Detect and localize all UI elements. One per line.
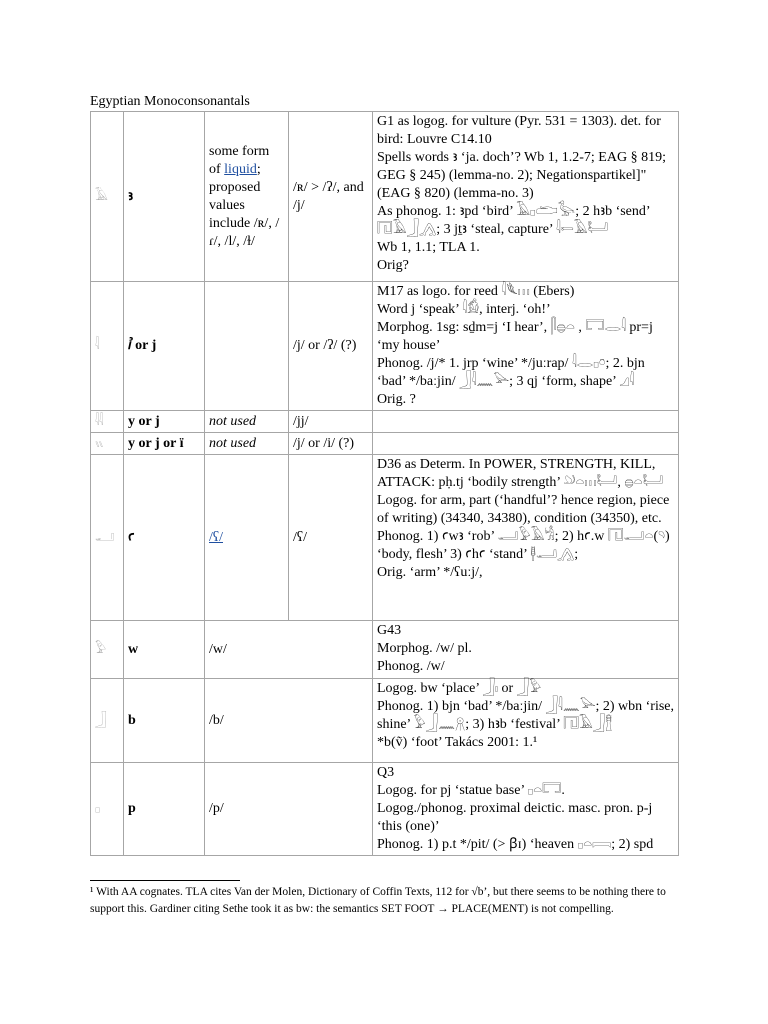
transliteration-cell: ꜥ [124, 455, 205, 621]
notes-cell [373, 763, 679, 856]
note-line: Orig. ? [377, 392, 416, 407]
monoconsonantals-table [90, 111, 679, 856]
note-line: Q3 [377, 765, 395, 780]
liquid-link[interactable]: liquid [224, 161, 257, 177]
note-line: M17 as logo. for reed 𓇋𓆰𓏥 (Ebers) [377, 284, 575, 299]
note-line: Logog./phonog. proximal deictic. masc. pron. p-j ‘this (one)’ [377, 801, 653, 834]
notes-cell [373, 621, 679, 679]
value-description-cell: not used [205, 411, 289, 433]
hieroglyph-sign-cell: 𓅱 [91, 621, 124, 679]
value-description-cell: /ʕ/ [205, 455, 289, 621]
note-line: Logog. for arm, part (‘handful’? hence region, piece of writing) (34340, 34380), condition (34350), etc. [377, 493, 670, 526]
transliteration-cell: w [124, 621, 205, 679]
note-line: Phonog. /w/ [377, 659, 445, 674]
notes-cell [373, 433, 679, 455]
phonetic-value-cell: /ʕ/ [289, 455, 373, 621]
note-line: G1 as logog. for vulture (Pyr. 531 = 1303). det. for bird: Louvre C14.10 [377, 114, 661, 147]
transliteration-cell: ꞽ or j [124, 282, 205, 411]
table-row [91, 679, 679, 763]
table-row [91, 763, 679, 856]
note-line: Orig. ‘arm’ */ʕuːj/, [377, 565, 483, 580]
table-row [91, 411, 679, 433]
value-description-cell [205, 112, 289, 282]
value-description-cell: /b/ [205, 679, 373, 763]
transliteration-cell: ꜣ [124, 112, 205, 282]
value-description-cell: /p/ [205, 763, 373, 856]
note-line: As phonog. 1: ꜣpd ‘bird’ 𓄿𓊪𓂧𓅭; 2 hꜣb ‘send’ 𓉔𓄿𓃀𓂻; 3 jṯꜣ ‘steal, capture’ 𓇋𓍿𓄿𓂡 [377, 204, 650, 237]
phonetic-value-cell: /j/ or /i/ (?) [289, 433, 373, 455]
notes-cell [373, 411, 679, 433]
transliteration-cell: p [124, 763, 205, 856]
note-line: Orig? [377, 258, 409, 273]
value-description-cell: /w/ [205, 621, 373, 679]
note-line: Spells words ꜣ ‘ja. doch’? Wb 1, 1.2-7; EAG § 819; GEG § 245) (lemma-no. 2); Negationspartikel]" (EAG § 820) (lemma-no. 3) [377, 150, 666, 201]
note-line: *b(ṽ) ‘foot’ Takács 2001: 1.¹ [377, 735, 538, 750]
table-row [91, 621, 679, 679]
notes-cell [373, 455, 679, 621]
hieroglyph-sign-cell: 𓂝 [91, 455, 124, 621]
description-text: some form of [209, 143, 270, 177]
note-line: Phonog. 1) bjn ‘bad’ */baːjin/ 𓃀𓇋𓈖𓅪; 2) wbn ‘rise, shine’ 𓅱𓃀𓈖𓇶; 3) hꜣb ‘festival’ 𓉔𓄿𓃀𓊽 [377, 699, 675, 732]
phonetic-value-cell: /ʀ/ > /ʔ/, and /j/ [289, 112, 373, 282]
note-line: Morphog. /w/ pl. [377, 641, 472, 656]
note-line: Wb 1, 1.1; TLA 1. [377, 240, 480, 255]
value-description-cell: not used [205, 433, 289, 455]
table-row [91, 112, 679, 282]
phonetic-value-cell: /j/ or /ʔ/ (?) [289, 282, 373, 411]
notes-cell [373, 112, 679, 282]
transliteration-cell: y or j or ï [124, 433, 205, 455]
notes-cell [373, 679, 679, 763]
note-line: Word j ‘speak’ 𓇋𓀁, interj. ‘oh!’ [377, 302, 551, 317]
note-line: D36 as Determ. In POWER, STRENGTH, KILL, ATTACK: pḥ.tj ‘bodily strength’ 𓄖𓏏𓏥𓂡, 𓐍𓏏𓂡 [377, 457, 664, 490]
note-line: Logog. bw ‘place’ 𓃀𓏤 or 𓃀𓅱 [377, 681, 542, 696]
table-row [91, 455, 679, 621]
note-line: Morphog. 1sg: sḏm=j ‘I hear’, 𓋴𓐍𓏏 , 𓉐𓂋𓇋 pr=j ‘my house’ [377, 320, 653, 353]
hieroglyph-sign-cell: 𓇋 [91, 282, 124, 411]
note-line: G43 [377, 623, 402, 638]
hieroglyph-sign-cell: 𓃀 [91, 679, 124, 763]
note-line: Phonog. 1) p.t */pit/ (> ꞵɪ) ‘heaven 𓊪𓏏𓇯; 2) spd [377, 837, 654, 852]
page-title: Egyptian Monoconsonantals [90, 94, 250, 109]
phonetic-value-cell: /jj/ [289, 411, 373, 433]
notes-cell [373, 282, 679, 411]
footnote: ¹ With AA cognates. TLA cites Van der Molen, Dictionary of Coffin Texts, 112 for √b’, but there seems to be nothing there to support this. Gardiner citing Sethe took it as bw: the semantics SET FOOT → PLACE(MENT) is not compelling. [90, 886, 666, 915]
hieroglyph-sign-cell: 𓇌 [91, 411, 124, 433]
table-row [91, 433, 679, 455]
transliteration-cell: y or j [124, 411, 205, 433]
note-line: Phonog. /j/* 1. jrp ‘wine’ */juːrap/ 𓇋𓂋𓊪𓏌; 2. bjn ‘bad’ */baːjin/ 𓃀𓇋𓈖𓅪; 3 qj ‘form, shape’ 𓈎𓇋 [377, 356, 645, 389]
hieroglyph-sign-cell: 𓏭 [91, 433, 124, 455]
footnote-separator [90, 880, 240, 881]
table-row [91, 282, 679, 411]
hieroglyph-sign-cell: 𓊪 [91, 763, 124, 856]
hieroglyph-sign-cell: 𓄿 [91, 112, 124, 282]
value-description-cell [205, 282, 289, 411]
note-line: Phonog. 1) ꜥwꜣ ‘rob’ 𓂝𓅱𓄿𓀜; 2) hꜥ.w 𓉔𓂝𓏏(𓄹) ‘body, flesh’ 3) ꜥhꜥ ‘stand’ 𓊢𓂝𓂻; [377, 529, 670, 562]
description-text: ; proposed values include /ʀ/, /ɾ/, /l/, /ɫ/ [209, 161, 280, 249]
transliteration-cell: b [124, 679, 205, 763]
note-line: Logog. for pj ‘statue base’ 𓊪𓏏𓉐. [377, 783, 565, 798]
